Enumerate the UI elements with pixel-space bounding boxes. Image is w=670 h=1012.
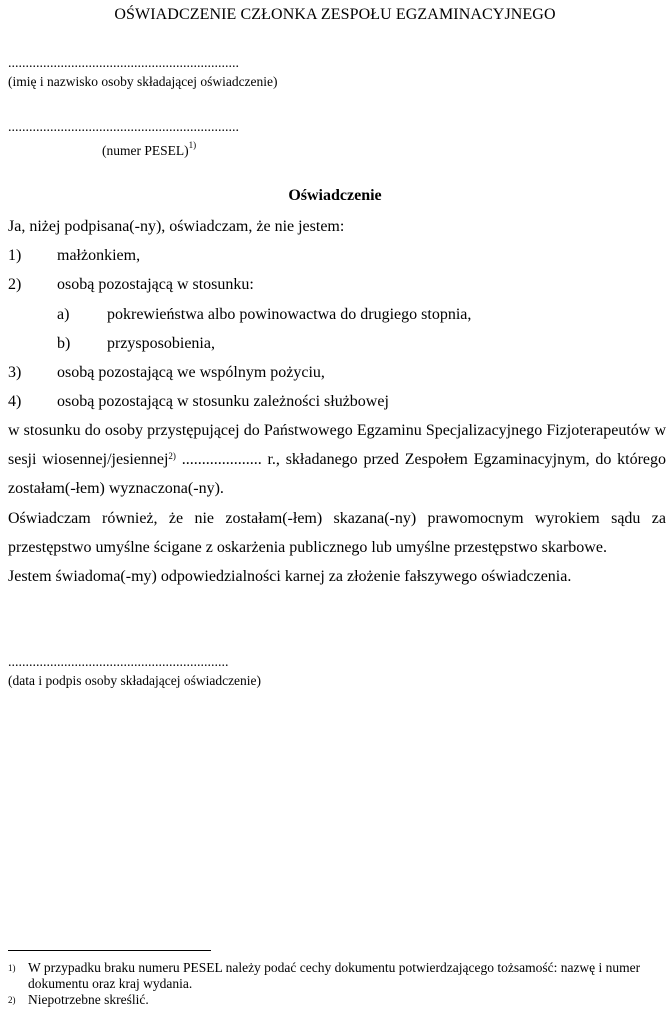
subitem-b-text: przysposobienia, — [107, 335, 215, 352]
paragraph-liability: Jestem świadoma(-my) odpowiedzialności karnej za złożenie fałszywego oświadczenia. — [8, 568, 572, 585]
item-3-text: osobą pozostającą we wspólnym pożyciu, — [57, 364, 325, 381]
subitem-a-text: pokrewieństwa albo powinowactwa do drugiego stopnia, — [107, 306, 472, 323]
item-3-number: 3) — [8, 364, 22, 381]
item-2-number: 2) — [8, 276, 22, 293]
paragraph-exam-relation — [8, 416, 666, 503]
statement-intro: Ja, niżej podpisana(-ny), oświadczam, że nie jestem: — [8, 218, 345, 235]
item-4-text: osobą pozostającą w stosunku zależności służbowej — [57, 393, 389, 410]
footnote-2-number: 2) — [8, 995, 16, 1005]
item-4-number: 4) — [8, 393, 22, 410]
pesel-field-label — [102, 140, 197, 159]
footnote-2-text: Niepotrzebne skreślić. — [28, 992, 149, 1007]
pesel-dots-line: .................................................................. — [8, 120, 239, 135]
paragraph-exam-relation-part1: w stosunku do osoby przystępującej do Państwowego Egzaminu Specjalizacyjnego Fizjoterapeutów w sesji wiosennej/jesiennej — [8, 422, 666, 468]
session-footnote-ref: 2) — [168, 451, 176, 461]
name-dots-line: .................................................................. — [8, 56, 239, 71]
footnote-1-text: W przypadku braku numeru PESEL należy podać cechy dokumentu potwierdzającego tożsamość: nazwę i numer dokumentu oraz kraj wydania. — [28, 960, 641, 991]
footnote-1-number: 1) — [8, 963, 16, 973]
pesel-footnote-ref: 1) — [188, 140, 197, 150]
item-2-text: osobą pozostającą w stosunku: — [57, 276, 254, 293]
document-title: OŚWIADCZENIE CZŁONKA ZESPOŁU EGZAMINACYJNEGO — [114, 6, 556, 23]
subitem-b-number: b) — [57, 335, 71, 352]
paragraph-no-conviction: Oświadczam również, że nie zostałam(-łem) skazana(-ny) prawomocnym wyrokiem sądu za przestępstwo umyślne ścigane z oskarżenia publicznego lub umyślne przestępstwo skarbowe. — [8, 510, 666, 556]
item-1-number: 1) — [8, 247, 22, 264]
subitem-a-number: a) — [57, 306, 70, 323]
signature-label: (data i podpis osoby składającej oświadczenie) — [8, 673, 262, 688]
name-field-label: (imię i nazwisko osoby składającej oświadczenie) — [8, 74, 278, 89]
item-1-text: małżonkiem, — [57, 247, 141, 264]
signature-dots-line: ............................................................... — [8, 655, 229, 670]
statement-heading: Oświadczenie — [288, 187, 382, 204]
footnote-divider — [8, 950, 211, 951]
paragraph-exam-relation-part2: .................... r., składanego przed Zespołem Egzaminacyjnym, do którego zostałam(-łem) wyznaczona(-ny). — [8, 451, 666, 497]
pesel-label-text: (numer PESEL) — [102, 143, 189, 158]
